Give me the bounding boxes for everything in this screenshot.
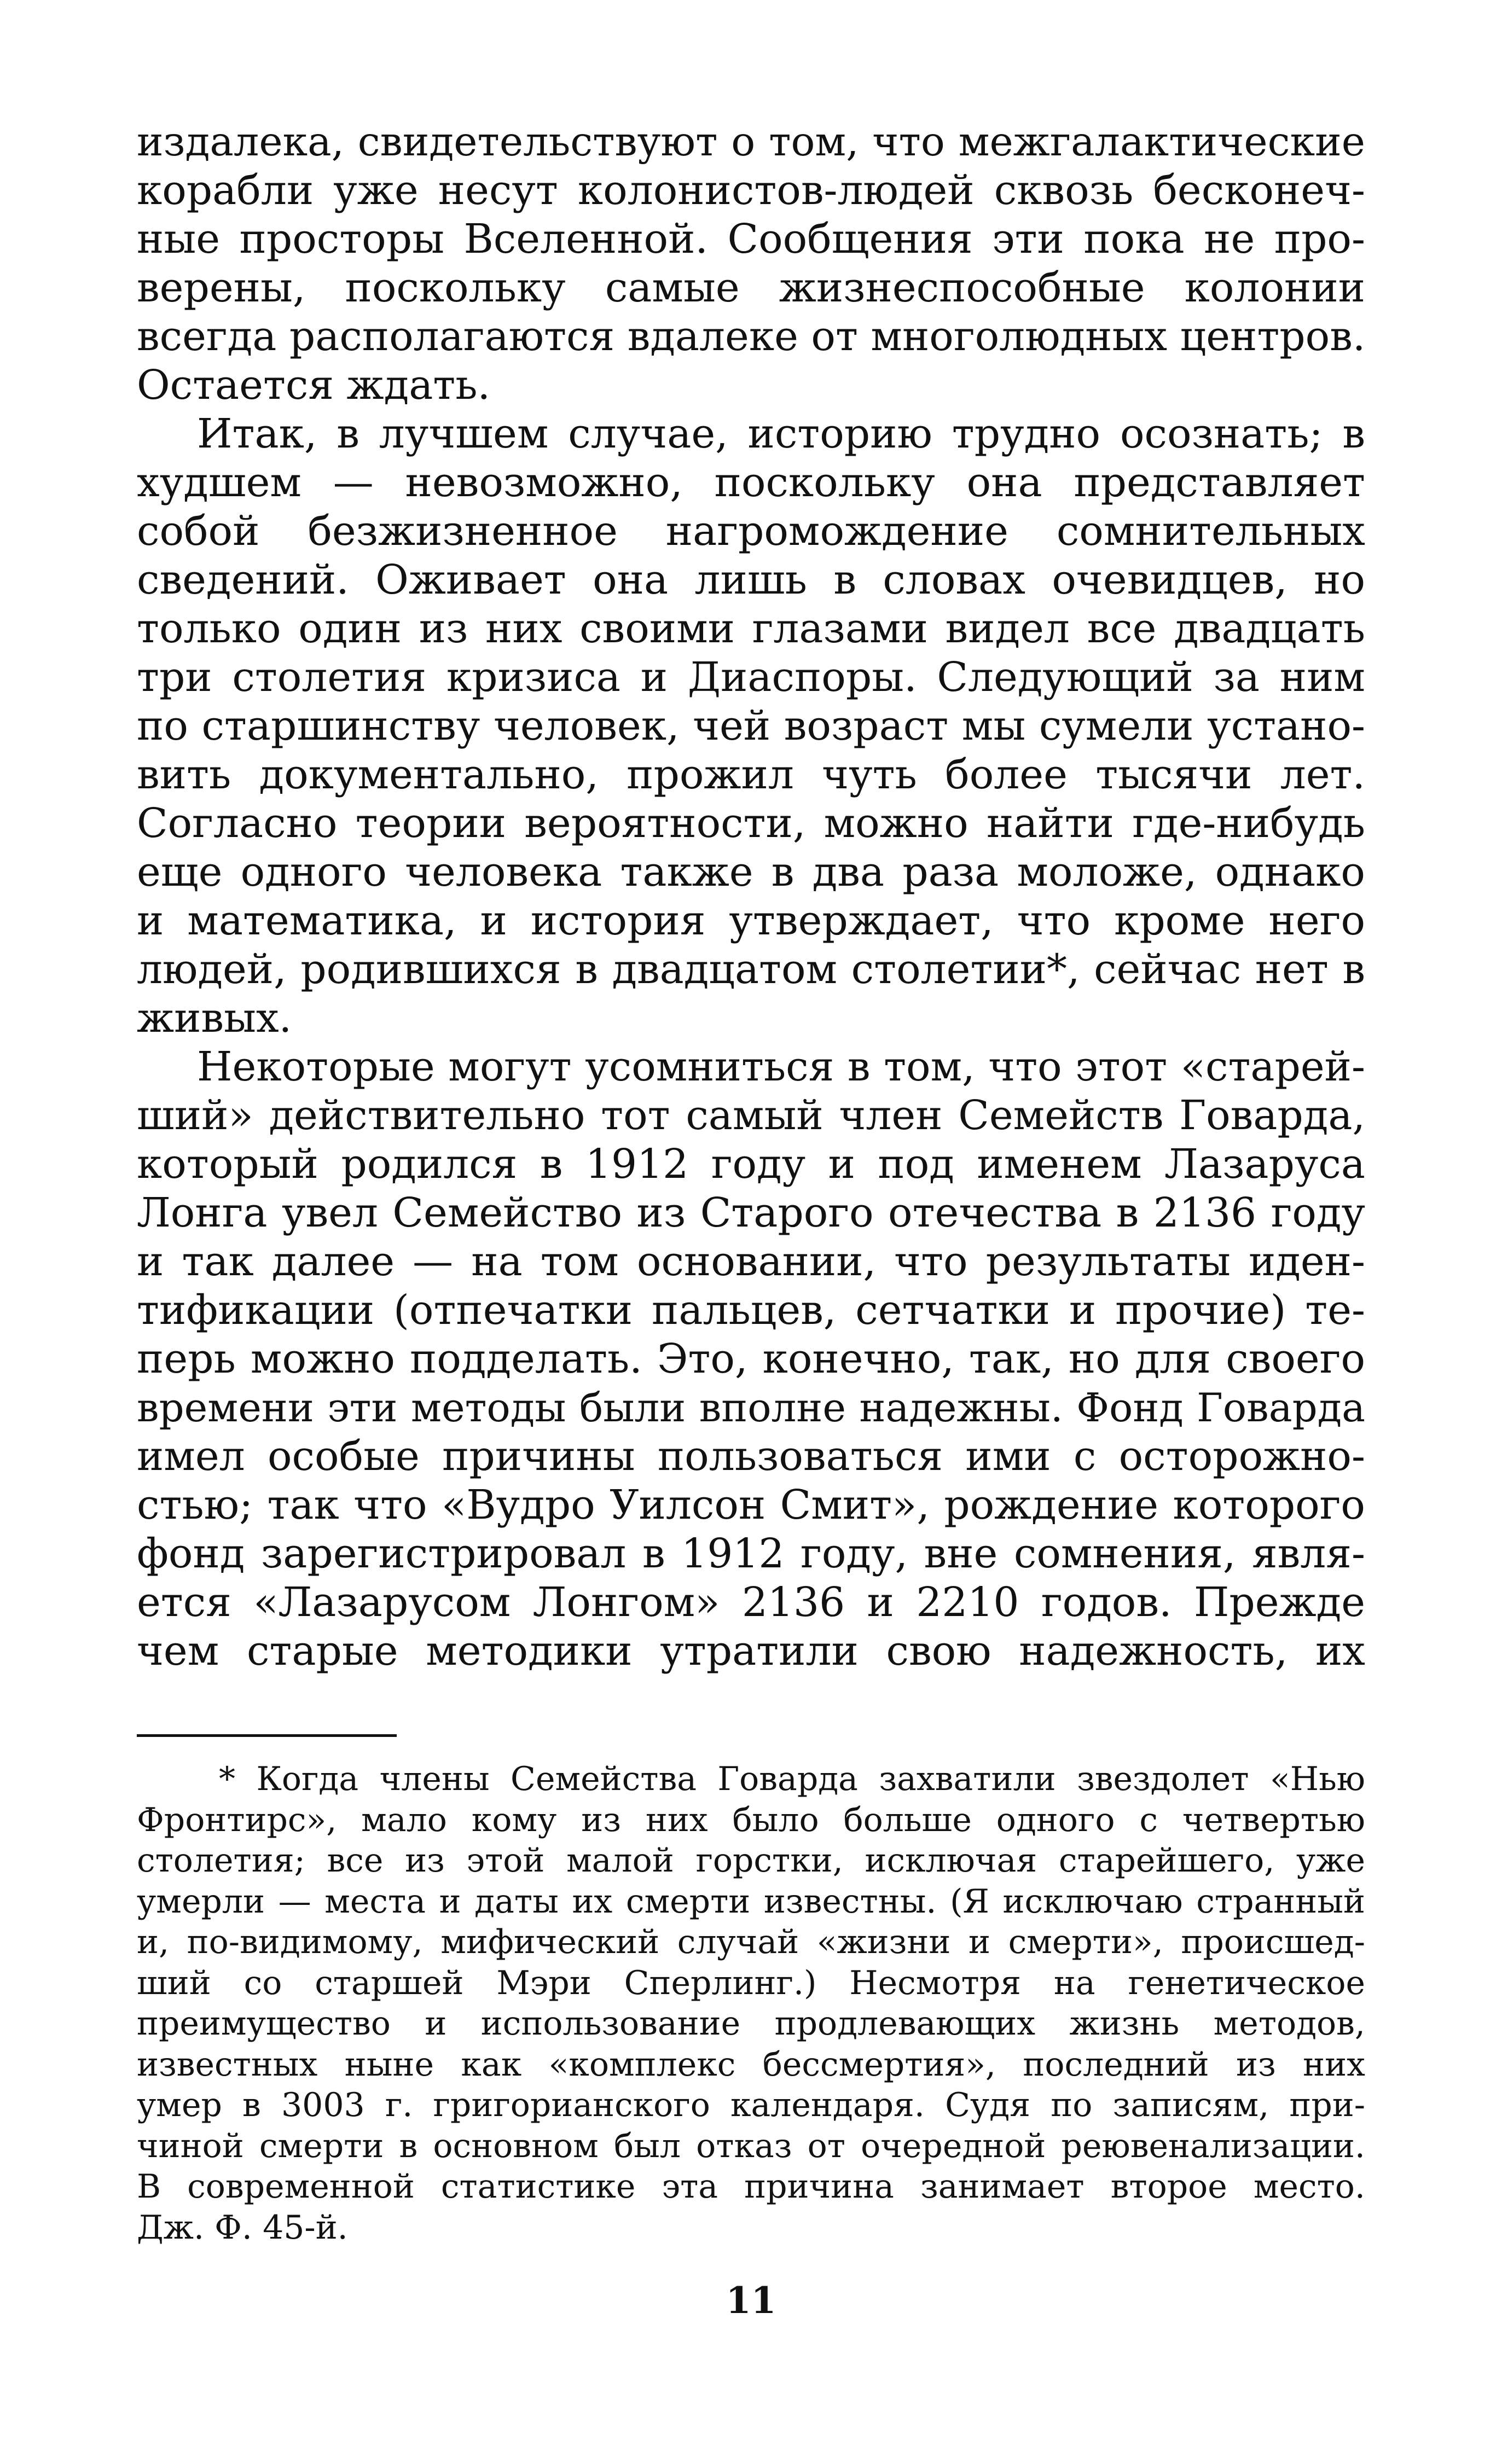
text-line: вить документально, прожил чуть более тысячи лет. [137, 751, 1365, 798]
text-line: три столетия кризиса и Диаспоры. Следующий за ним [137, 654, 1365, 701]
text-line: издалека, свидетельствуют о том, что межгалактические [137, 119, 1365, 165]
text-line: времени эти методы были вполне надежны. Фонд Говарда [137, 1385, 1365, 1431]
page-number: 11 [726, 2279, 776, 2322]
text-line: перь можно подделать. Это, конечно, так, но для своего [137, 1335, 1365, 1382]
text-line: только один из них своими глазами видел все двадцать [137, 605, 1365, 652]
text-line: фонд зарегистрировал в 1912 году, вне сомнения, явля- [137, 1530, 1365, 1577]
text-line: и математика, и история утверждает, что кроме него [137, 897, 1365, 944]
text-line: корабли уже несут колонистов-людей сквозь бесконеч- [137, 167, 1365, 214]
footnote-line: чиной смерти в основном был отказ от очередной реювенализации. [137, 2126, 1365, 2165]
text-line: людей, родившихся в двадцатом столетии*, сейчас нет в [137, 946, 1365, 993]
text-line: живых. [137, 995, 292, 1042]
text-line: Лонга увел Семейство из Старого отечества в 2136 году [137, 1189, 1365, 1236]
footnote [137, 1759, 1365, 2248]
footnote-line: умер в 3003 г. григорианского календаря. Судя по записям, при- [137, 2086, 1365, 2124]
text-line: и так далее — на том основании, что результаты иден- [137, 1238, 1365, 1285]
footnote-line: * Когда члены Семейства Говарда захватили звездолет «Нью [219, 1760, 1365, 1798]
text-line: Некоторые могут усомниться в том, что этот «старей- [197, 1043, 1365, 1090]
text-line: Согласно теории вероятности, можно найти где-нибудь [137, 800, 1365, 847]
text-line: еще одного человека также в два раза моложе, однако [137, 849, 1365, 896]
text-line: ший» действительно тот самый член Семейств Говарда, [137, 1092, 1365, 1139]
text-line: сведений. Оживает она лишь в словах очевидцев, но [137, 556, 1365, 603]
footnote-line: преимущество и использование продлевающих жизнь методов, [137, 2004, 1365, 2043]
text-line: имел особые причины пользоваться ими с осторожно- [137, 1433, 1365, 1480]
footnote-line: Дж. Ф. 45-й. [137, 2208, 348, 2247]
text-line: всегда располагаются вдалеке от многолюдных центров. [137, 313, 1365, 360]
footnote-separator [137, 1734, 397, 1737]
text-line: верены, поскольку самые жизнеспособные колонии [137, 264, 1365, 311]
text-line: который родился в 1912 году и под именем Лазаруса [137, 1141, 1365, 1188]
footnote-line: и, по-видимому, мифический случай «жизни и смерти», происшед- [137, 1923, 1365, 1961]
footnote-line: известных ныне как «комплекс бессмертия», последний из них [137, 2045, 1365, 2084]
text-line: стью; так что «Вудро Уилсон Смит», рождение которого [137, 1481, 1365, 1529]
text-line: ные просторы Вселенной. Сообщения эти пока не про- [137, 216, 1365, 263]
footnote-line: столетия; все из этой малой горстки, исключая старейшего, уже [137, 1841, 1365, 1880]
text-line: худшем — невозможно, поскольку она представляет [137, 459, 1365, 506]
footnote-line: умерли — места и даты их смерти известны. (Я исключаю странный [137, 1882, 1365, 1921]
footnote-line: В современной статистике эта причина занимает второе место. [137, 2167, 1365, 2206]
text-line: по старшинству человек, чей возраст мы сумели устано- [137, 702, 1365, 749]
main-text [137, 118, 1365, 1676]
text-line: собой безжизненное нагромождение сомнительных [137, 508, 1365, 555]
footnote-line: Фронтирс», мало кому из них было больше одного с четвертью [137, 1800, 1365, 1839]
text-line: тификации (отпечатки пальцев, сетчатки и прочие) те- [137, 1287, 1365, 1334]
text-line: ется «Лазарусом Лонгом» 2136 и 2210 годов. Прежде [137, 1579, 1365, 1626]
text-line: Итак, в лучшем случае, историю трудно осознать; в [197, 410, 1365, 457]
text-line: чем старые методики утратили свою надежность, их [137, 1628, 1365, 1675]
text-line: Остается ждать. [137, 362, 491, 409]
footnote-line: ший со старшей Мэри Сперлинг.) Несмотря на генетическое [137, 1963, 1365, 2002]
